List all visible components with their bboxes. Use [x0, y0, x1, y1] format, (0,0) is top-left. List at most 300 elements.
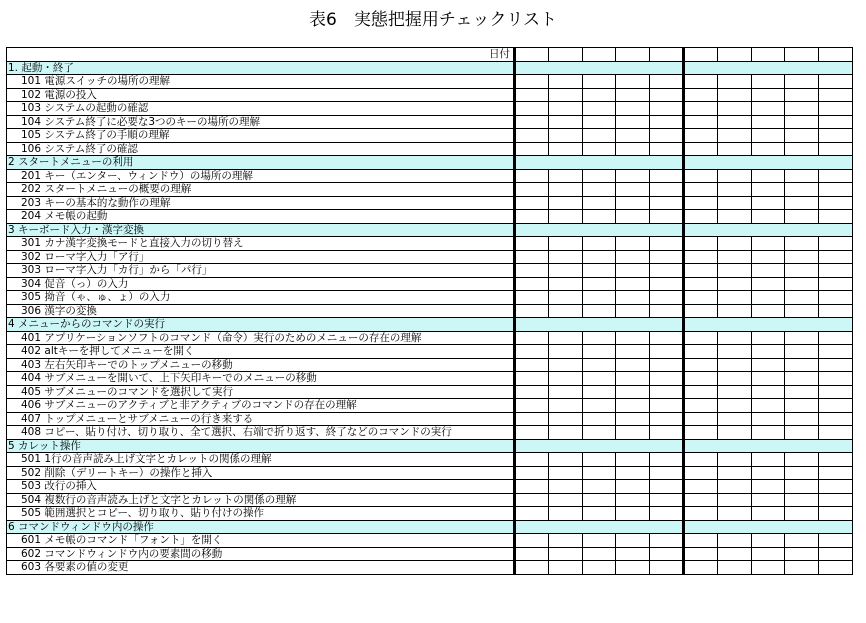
- check-cell[interactable]: [819, 183, 853, 197]
- check-cell[interactable]: [819, 561, 853, 575]
- check-cell[interactable]: [616, 426, 650, 440]
- check-cell[interactable]: [751, 547, 785, 561]
- check-cell[interactable]: [616, 129, 650, 143]
- check-cell[interactable]: [548, 88, 582, 102]
- check-cell[interactable]: [683, 372, 717, 386]
- check-cell[interactable]: [548, 399, 582, 413]
- check-cell[interactable]: [515, 385, 549, 399]
- check-cell[interactable]: [582, 115, 616, 129]
- check-cell[interactable]: [717, 142, 751, 156]
- check-cell[interactable]: [616, 466, 650, 480]
- check-cell[interactable]: [785, 480, 819, 494]
- check-cell[interactable]: [785, 426, 819, 440]
- check-cell[interactable]: [751, 385, 785, 399]
- check-cell[interactable]: [616, 277, 650, 291]
- check-cell[interactable]: [683, 48, 717, 62]
- check-cell[interactable]: [751, 196, 785, 210]
- check-cell[interactable]: [616, 547, 650, 561]
- check-cell[interactable]: [785, 196, 819, 210]
- check-cell[interactable]: [751, 183, 785, 197]
- check-cell[interactable]: [751, 237, 785, 251]
- check-cell[interactable]: [785, 142, 819, 156]
- check-cell[interactable]: [548, 291, 582, 305]
- check-cell[interactable]: [548, 48, 582, 62]
- check-cell[interactable]: [717, 534, 751, 548]
- check-cell[interactable]: [683, 115, 717, 129]
- check-cell[interactable]: [582, 237, 616, 251]
- check-cell[interactable]: [548, 466, 582, 480]
- check-cell[interactable]: [515, 102, 549, 116]
- check-cell[interactable]: [683, 183, 717, 197]
- check-cell[interactable]: [717, 507, 751, 521]
- check-cell[interactable]: [785, 88, 819, 102]
- check-cell[interactable]: [582, 493, 616, 507]
- check-cell[interactable]: [650, 493, 684, 507]
- check-cell[interactable]: [717, 75, 751, 89]
- check-cell[interactable]: [548, 210, 582, 224]
- check-cell[interactable]: [548, 264, 582, 278]
- check-cell[interactable]: [616, 102, 650, 116]
- check-cell[interactable]: [650, 115, 684, 129]
- check-cell[interactable]: [683, 331, 717, 345]
- check-cell[interactable]: [582, 480, 616, 494]
- check-cell[interactable]: [515, 129, 549, 143]
- check-cell[interactable]: [616, 169, 650, 183]
- check-cell[interactable]: [819, 169, 853, 183]
- check-cell[interactable]: [683, 385, 717, 399]
- check-cell[interactable]: [650, 250, 684, 264]
- check-cell[interactable]: [616, 304, 650, 318]
- check-cell[interactable]: [683, 426, 717, 440]
- check-cell[interactable]: [785, 304, 819, 318]
- check-cell[interactable]: [819, 304, 853, 318]
- check-cell[interactable]: [819, 358, 853, 372]
- check-cell[interactable]: [785, 534, 819, 548]
- check-cell[interactable]: [616, 291, 650, 305]
- check-cell[interactable]: [650, 304, 684, 318]
- check-cell[interactable]: [717, 304, 751, 318]
- check-cell[interactable]: [548, 304, 582, 318]
- check-cell[interactable]: [515, 250, 549, 264]
- check-cell[interactable]: [785, 399, 819, 413]
- check-cell[interactable]: [751, 493, 785, 507]
- check-cell[interactable]: [582, 196, 616, 210]
- check-cell[interactable]: [582, 399, 616, 413]
- check-cell[interactable]: [683, 358, 717, 372]
- check-cell[interactable]: [582, 88, 616, 102]
- check-cell[interactable]: [650, 466, 684, 480]
- check-cell[interactable]: [785, 48, 819, 62]
- check-cell[interactable]: [650, 88, 684, 102]
- check-cell[interactable]: [717, 399, 751, 413]
- check-cell[interactable]: [785, 358, 819, 372]
- check-cell[interactable]: [515, 399, 549, 413]
- check-cell[interactable]: [515, 453, 549, 467]
- check-cell[interactable]: [582, 507, 616, 521]
- check-cell[interactable]: [582, 169, 616, 183]
- check-cell[interactable]: [548, 277, 582, 291]
- check-cell[interactable]: [717, 480, 751, 494]
- check-cell[interactable]: [650, 210, 684, 224]
- check-cell[interactable]: [616, 372, 650, 386]
- check-cell[interactable]: [515, 277, 549, 291]
- check-cell[interactable]: [515, 183, 549, 197]
- check-cell[interactable]: [548, 102, 582, 116]
- check-cell[interactable]: [515, 372, 549, 386]
- check-cell[interactable]: [548, 250, 582, 264]
- check-cell[interactable]: [819, 142, 853, 156]
- check-cell[interactable]: [683, 466, 717, 480]
- check-cell[interactable]: [717, 331, 751, 345]
- check-cell[interactable]: [548, 412, 582, 426]
- check-cell[interactable]: [616, 480, 650, 494]
- check-cell[interactable]: [582, 534, 616, 548]
- check-cell[interactable]: [515, 115, 549, 129]
- check-cell[interactable]: [751, 372, 785, 386]
- check-cell[interactable]: [548, 561, 582, 575]
- check-cell[interactable]: [650, 453, 684, 467]
- check-cell[interactable]: [785, 561, 819, 575]
- check-cell[interactable]: [515, 466, 549, 480]
- check-cell[interactable]: [650, 534, 684, 548]
- check-cell[interactable]: [515, 480, 549, 494]
- check-cell[interactable]: [819, 264, 853, 278]
- check-cell[interactable]: [785, 169, 819, 183]
- check-cell[interactable]: [751, 277, 785, 291]
- check-cell[interactable]: [582, 210, 616, 224]
- check-cell[interactable]: [683, 75, 717, 89]
- check-cell[interactable]: [717, 426, 751, 440]
- check-cell[interactable]: [548, 426, 582, 440]
- check-cell[interactable]: [751, 345, 785, 359]
- check-cell[interactable]: [751, 129, 785, 143]
- check-cell[interactable]: [515, 48, 549, 62]
- check-cell[interactable]: [683, 534, 717, 548]
- check-cell[interactable]: [515, 264, 549, 278]
- check-cell[interactable]: [717, 210, 751, 224]
- check-cell[interactable]: [650, 142, 684, 156]
- check-cell[interactable]: [616, 453, 650, 467]
- check-cell[interactable]: [650, 237, 684, 251]
- check-cell[interactable]: [515, 493, 549, 507]
- check-cell[interactable]: [616, 115, 650, 129]
- check-cell[interactable]: [785, 453, 819, 467]
- check-cell[interactable]: [548, 142, 582, 156]
- check-cell[interactable]: [683, 345, 717, 359]
- check-cell[interactable]: [515, 534, 549, 548]
- check-cell[interactable]: [616, 399, 650, 413]
- check-cell[interactable]: [819, 196, 853, 210]
- check-cell[interactable]: [683, 399, 717, 413]
- check-cell[interactable]: [819, 129, 853, 143]
- check-cell[interactable]: [650, 264, 684, 278]
- check-cell[interactable]: [515, 169, 549, 183]
- check-cell[interactable]: [582, 264, 616, 278]
- check-cell[interactable]: [548, 331, 582, 345]
- check-cell[interactable]: [582, 426, 616, 440]
- check-cell[interactable]: [819, 48, 853, 62]
- check-cell[interactable]: [717, 277, 751, 291]
- check-cell[interactable]: [683, 453, 717, 467]
- check-cell[interactable]: [548, 453, 582, 467]
- check-cell[interactable]: [785, 264, 819, 278]
- check-cell[interactable]: [548, 129, 582, 143]
- check-cell[interactable]: [819, 399, 853, 413]
- check-cell[interactable]: [548, 169, 582, 183]
- check-cell[interactable]: [616, 358, 650, 372]
- check-cell[interactable]: [751, 142, 785, 156]
- check-cell[interactable]: [616, 237, 650, 251]
- check-cell[interactable]: [650, 169, 684, 183]
- check-cell[interactable]: [751, 210, 785, 224]
- check-cell[interactable]: [819, 372, 853, 386]
- check-cell[interactable]: [548, 183, 582, 197]
- check-cell[interactable]: [785, 237, 819, 251]
- check-cell[interactable]: [751, 453, 785, 467]
- check-cell[interactable]: [650, 345, 684, 359]
- check-cell[interactable]: [717, 48, 751, 62]
- check-cell[interactable]: [650, 372, 684, 386]
- check-cell[interactable]: [751, 466, 785, 480]
- check-cell[interactable]: [650, 561, 684, 575]
- check-cell[interactable]: [515, 561, 549, 575]
- check-cell[interactable]: [582, 277, 616, 291]
- check-cell[interactable]: [751, 291, 785, 305]
- check-cell[interactable]: [650, 399, 684, 413]
- check-cell[interactable]: [819, 277, 853, 291]
- check-cell[interactable]: [548, 345, 582, 359]
- check-cell[interactable]: [650, 277, 684, 291]
- check-cell[interactable]: [683, 210, 717, 224]
- check-cell[interactable]: [582, 102, 616, 116]
- check-cell[interactable]: [819, 250, 853, 264]
- check-cell[interactable]: [582, 345, 616, 359]
- check-cell[interactable]: [650, 412, 684, 426]
- check-cell[interactable]: [751, 480, 785, 494]
- check-cell[interactable]: [616, 250, 650, 264]
- check-cell[interactable]: [683, 493, 717, 507]
- check-cell[interactable]: [683, 237, 717, 251]
- check-cell[interactable]: [785, 412, 819, 426]
- check-cell[interactable]: [785, 102, 819, 116]
- check-cell[interactable]: [582, 385, 616, 399]
- check-cell[interactable]: [717, 129, 751, 143]
- check-cell[interactable]: [650, 75, 684, 89]
- check-cell[interactable]: [515, 547, 549, 561]
- check-cell[interactable]: [582, 183, 616, 197]
- check-cell[interactable]: [616, 142, 650, 156]
- check-cell[interactable]: [819, 507, 853, 521]
- check-cell[interactable]: [819, 75, 853, 89]
- check-cell[interactable]: [548, 493, 582, 507]
- check-cell[interactable]: [751, 48, 785, 62]
- check-cell[interactable]: [751, 358, 785, 372]
- check-cell[interactable]: [650, 129, 684, 143]
- check-cell[interactable]: [751, 507, 785, 521]
- check-cell[interactable]: [819, 493, 853, 507]
- check-cell[interactable]: [785, 277, 819, 291]
- check-cell[interactable]: [582, 358, 616, 372]
- check-cell[interactable]: [785, 291, 819, 305]
- check-cell[interactable]: [751, 88, 785, 102]
- check-cell[interactable]: [717, 291, 751, 305]
- check-cell[interactable]: [683, 196, 717, 210]
- check-cell[interactable]: [819, 412, 853, 426]
- check-cell[interactable]: [717, 358, 751, 372]
- check-cell[interactable]: [683, 507, 717, 521]
- check-cell[interactable]: [650, 196, 684, 210]
- check-cell[interactable]: [751, 75, 785, 89]
- check-cell[interactable]: [717, 466, 751, 480]
- check-cell[interactable]: [616, 48, 650, 62]
- check-cell[interactable]: [683, 129, 717, 143]
- check-cell[interactable]: [582, 129, 616, 143]
- check-cell[interactable]: [717, 372, 751, 386]
- check-cell[interactable]: [548, 547, 582, 561]
- check-cell[interactable]: [650, 507, 684, 521]
- check-cell[interactable]: [819, 453, 853, 467]
- check-cell[interactable]: [616, 507, 650, 521]
- check-cell[interactable]: [616, 88, 650, 102]
- check-cell[interactable]: [819, 345, 853, 359]
- check-cell[interactable]: [819, 331, 853, 345]
- check-cell[interactable]: [582, 304, 616, 318]
- check-cell[interactable]: [785, 493, 819, 507]
- check-cell[interactable]: [785, 250, 819, 264]
- check-cell[interactable]: [819, 534, 853, 548]
- check-cell[interactable]: [819, 237, 853, 251]
- check-cell[interactable]: [582, 561, 616, 575]
- check-cell[interactable]: [616, 561, 650, 575]
- check-cell[interactable]: [515, 237, 549, 251]
- check-cell[interactable]: [717, 115, 751, 129]
- check-cell[interactable]: [751, 412, 785, 426]
- check-cell[interactable]: [515, 291, 549, 305]
- check-cell[interactable]: [548, 115, 582, 129]
- check-cell[interactable]: [751, 250, 785, 264]
- check-cell[interactable]: [717, 547, 751, 561]
- check-cell[interactable]: [683, 561, 717, 575]
- check-cell[interactable]: [683, 88, 717, 102]
- check-cell[interactable]: [650, 291, 684, 305]
- check-cell[interactable]: [751, 115, 785, 129]
- check-cell[interactable]: [785, 115, 819, 129]
- check-cell[interactable]: [683, 480, 717, 494]
- check-cell[interactable]: [717, 264, 751, 278]
- check-cell[interactable]: [650, 358, 684, 372]
- check-cell[interactable]: [515, 88, 549, 102]
- check-cell[interactable]: [751, 399, 785, 413]
- check-cell[interactable]: [515, 412, 549, 426]
- check-cell[interactable]: [616, 385, 650, 399]
- check-cell[interactable]: [548, 480, 582, 494]
- check-cell[interactable]: [515, 426, 549, 440]
- check-cell[interactable]: [819, 88, 853, 102]
- check-cell[interactable]: [548, 372, 582, 386]
- check-cell[interactable]: [717, 169, 751, 183]
- check-cell[interactable]: [515, 75, 549, 89]
- check-cell[interactable]: [751, 331, 785, 345]
- check-cell[interactable]: [582, 75, 616, 89]
- check-cell[interactable]: [785, 345, 819, 359]
- check-cell[interactable]: [515, 304, 549, 318]
- check-cell[interactable]: [548, 237, 582, 251]
- check-cell[interactable]: [582, 250, 616, 264]
- check-cell[interactable]: [582, 331, 616, 345]
- check-cell[interactable]: [785, 183, 819, 197]
- check-cell[interactable]: [548, 358, 582, 372]
- check-cell[interactable]: [819, 426, 853, 440]
- check-cell[interactable]: [582, 466, 616, 480]
- check-cell[interactable]: [751, 102, 785, 116]
- check-cell[interactable]: [616, 183, 650, 197]
- check-cell[interactable]: [717, 250, 751, 264]
- check-cell[interactable]: [582, 412, 616, 426]
- check-cell[interactable]: [717, 102, 751, 116]
- check-cell[interactable]: [683, 412, 717, 426]
- check-cell[interactable]: [717, 196, 751, 210]
- check-cell[interactable]: [683, 304, 717, 318]
- check-cell[interactable]: [717, 412, 751, 426]
- check-cell[interactable]: [683, 264, 717, 278]
- check-cell[interactable]: [650, 183, 684, 197]
- check-cell[interactable]: [683, 277, 717, 291]
- check-cell[interactable]: [751, 426, 785, 440]
- check-cell[interactable]: [616, 331, 650, 345]
- check-cell[interactable]: [785, 507, 819, 521]
- check-cell[interactable]: [616, 345, 650, 359]
- check-cell[interactable]: [751, 264, 785, 278]
- check-cell[interactable]: [548, 75, 582, 89]
- check-cell[interactable]: [582, 453, 616, 467]
- check-cell[interactable]: [515, 507, 549, 521]
- check-cell[interactable]: [616, 196, 650, 210]
- check-cell[interactable]: [548, 534, 582, 548]
- check-cell[interactable]: [717, 561, 751, 575]
- check-cell[interactable]: [515, 196, 549, 210]
- check-cell[interactable]: [717, 183, 751, 197]
- check-cell[interactable]: [751, 561, 785, 575]
- check-cell[interactable]: [650, 547, 684, 561]
- check-cell[interactable]: [717, 345, 751, 359]
- check-cell[interactable]: [683, 142, 717, 156]
- check-cell[interactable]: [819, 547, 853, 561]
- check-cell[interactable]: [683, 250, 717, 264]
- check-cell[interactable]: [650, 426, 684, 440]
- check-cell[interactable]: [819, 115, 853, 129]
- check-cell[interactable]: [819, 466, 853, 480]
- check-cell[interactable]: [515, 210, 549, 224]
- check-cell[interactable]: [751, 304, 785, 318]
- check-cell[interactable]: [819, 480, 853, 494]
- check-cell[interactable]: [515, 142, 549, 156]
- check-cell[interactable]: [785, 210, 819, 224]
- check-cell[interactable]: [819, 102, 853, 116]
- check-cell[interactable]: [616, 75, 650, 89]
- check-cell[interactable]: [548, 385, 582, 399]
- check-cell[interactable]: [785, 547, 819, 561]
- check-cell[interactable]: [785, 372, 819, 386]
- check-cell[interactable]: [819, 291, 853, 305]
- check-cell[interactable]: [819, 210, 853, 224]
- check-cell[interactable]: [717, 88, 751, 102]
- check-cell[interactable]: [616, 534, 650, 548]
- check-cell[interactable]: [785, 466, 819, 480]
- check-cell[interactable]: [717, 385, 751, 399]
- check-cell[interactable]: [650, 480, 684, 494]
- check-cell[interactable]: [515, 358, 549, 372]
- check-cell[interactable]: [548, 196, 582, 210]
